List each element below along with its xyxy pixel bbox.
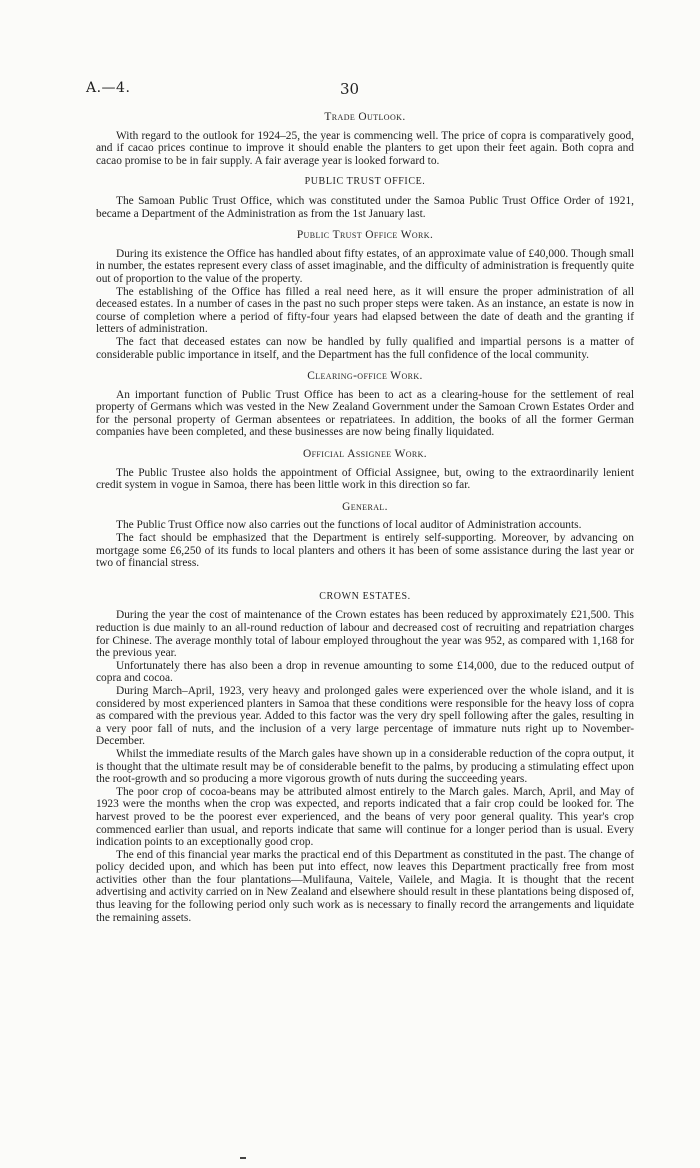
paragraph: With regard to the outlook for 1924–25, the year is commencing well. The price of copra is comparatively good, and if cacao prices continue to improve it should enable the planters to get upon their feet again. Both copra and cacao promise to be in fair supply. A fair average year is looked forward to. xyxy=(96,129,634,167)
page-number: 30 xyxy=(340,80,360,98)
section-crown-estates xyxy=(96,591,634,924)
paragraph: Unfortunately there has also been a drop in revenue amounting to some £14,000, due to the reduced output of copra and cocoa. xyxy=(96,659,634,685)
paragraph: The Public Trustee also holds the appointment of Official Assignee, but, owing to the extraordinarily lenient credit system in vogue in Samoa, there has been little work in this direction so far. xyxy=(96,466,634,492)
section-heading: Public Trust Office Work. xyxy=(296,229,434,242)
section-heading: Official Assignee Work. xyxy=(302,448,428,461)
section-heading: CROWN ESTATES. xyxy=(319,590,411,602)
section-public-trust-office xyxy=(96,176,634,220)
section-heading: General. xyxy=(342,500,388,513)
document-reference: A.—4. xyxy=(86,80,131,96)
print-mark xyxy=(240,1157,246,1159)
paragraph: The poor crop of cocoa-beans may be attributed almost entirely to the March gales. March, April, and May of 1923 were the months when the crop was expected, and reports indicated that a fair crop could be looked for. The harvest proved to be the poorest ever experienced, and the beans of very poor general quality. This year's crop commenced earlier than usual, and reports indicate that same will continue for a longer period than is usual. Every indication points to an exceptionally good crop. xyxy=(96,785,634,849)
section-heading: PUBLIC TRUST OFFICE. xyxy=(304,176,426,188)
paragraph: The Samoan Public Trust Office, which was constituted under the Samoa Public Trust Office Order of 1921, became a Department of the Administration as from the 1st January last. xyxy=(96,194,634,220)
paragraph: The fact that deceased estates can now be handled by fully qualified and impartial persons is a matter of considerable public importance in itself, and the Department has the full confidence of the local community. xyxy=(96,335,634,361)
section-official-assignee-work xyxy=(96,448,634,492)
section-trade-outlook xyxy=(96,111,634,167)
paragraph: Whilst the immediate results of the March gales have shown up in a considerable reduction of the copra output, it is thought that the ultimate result may be of considerable benefit to the palms, by producing a stimulating effect upon the root-growth and so producing a more vigorous growth of nuts during the succeeding years. xyxy=(96,747,634,786)
paragraph: During March–April, 1923, very heavy and prolonged gales were experienced over the whole island, and it is considered by most experienced planters in Samoa that these conditions were responsible for the heavy loss of copra as compared with the previous year. Added to this factor was the very dry spell following after the gales, resulting in a very poor fall of nuts, and the inclusion of a very large percentage of immature nuts right up to November-December. xyxy=(96,684,634,748)
section-general xyxy=(96,501,634,570)
paragraph: The Public Trust Office now also carries out the functions of local auditor of Administration accounts. xyxy=(116,519,582,532)
section-clearing-office-work xyxy=(96,370,634,439)
section-public-trust-office-work xyxy=(96,229,634,361)
paragraph: During the year the cost of maintenance of the Crown estates has been reduced by approximately £21,500. This reduction is due mainly to an all-round reduction of labour and decreased cost of recruiting and repatriation charges for Chinese. The average monthly total of labour employed throughout the year was 952, as compared with 1,168 for the previous year. xyxy=(96,609,634,660)
section-heading: Trade Outlook. xyxy=(324,111,406,123)
paragraph: The establishing of the Office has filled a real need here, as it will ensure the proper administration of all deceased estates. In a number of cases in the past no such proper steps were taken. As an instance, an estate is now in course of completion where a period of fifty-four years had elapsed between the date of death and the granting if letters of administration. xyxy=(96,285,634,336)
paragraph: An important function of Public Trust Office has been to act as a clearing-house for the settlement of real property of Germans which was vested in the New Zealand Government under the Samoan Crown Estates Order and for the personal property of German absentees or repatriatees. In addition, the books of all the former German companies have been completed, and these businesses are now being finally liquidated. xyxy=(96,388,634,439)
section-heading: Clearing-office Work. xyxy=(307,370,423,383)
paragraph: The fact should be emphasized that the Department is entirely self-supporting. Moreover, by advancing on mortgage some £6,250 of its funds to local planters and others it has been of some assistance during the last year or two of financial stress. xyxy=(96,532,634,570)
paragraph: The end of this financial year marks the practical end of this Department as constituted in the past. The change of policy decided upon, and which has been put into effect, now leaves this Department practically free from most activities other than the four plantations—Mulifauna, Vaitele, Vailele, and Magia. It is thought that the recent advertising and activity carried on in New Zealand and elsewhere should result in these plantations being disposed of, thus leaving for the following period only such work as is necessary to finally record the arrangements and liquidate the remaining assets. xyxy=(96,848,634,924)
section-spacer xyxy=(96,579,634,591)
document-body xyxy=(96,111,634,933)
paragraph: During its existence the Office has handled about fifty estates, of an approximate value of £40,000. Though small in number, the estates represent every class of asset imaginable, and the difficulty of administration is frequently quite out of proportion to the value of the property. xyxy=(96,247,635,285)
